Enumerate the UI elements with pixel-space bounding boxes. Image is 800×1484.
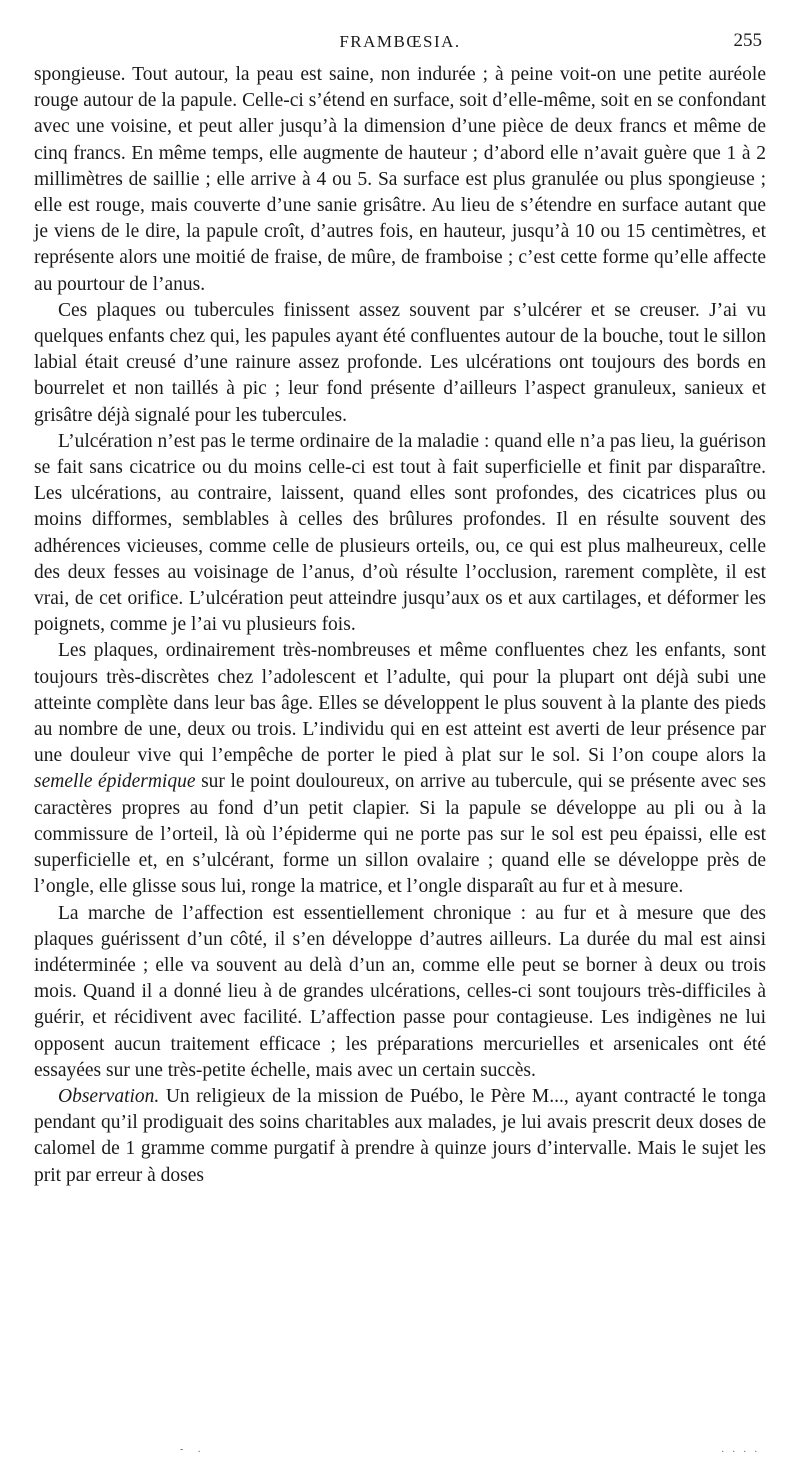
footer-marks — [0, 1444, 800, 1454]
paragraph-3: L’ulcération n’est pas le terme ordinaire de la maladie : quand elle n’a pas lieu, la guérison se fait sans cicatrice ou du moins celle-ci est tout à fait superficielle et finit par disparaître. Les ulcérations, au contraire, laissent, quand elles sont profondes, des cicatrices plus ou moins difformes, semblables à celles des brûlures profondes. Il en résulte souvent des adhérences vicieuses, comme celle de plusieurs orteils, ou, ce qui est plus malheureux, celle des deux fesses au voisinage de l’anus, d’où résulte l’occlusion, rarement complète, il est vrai, de cet orifice. L’ulcération peut atteindre jusqu’aux os et aux cartilages, et déformer les poignets, comme je l’ai vu plusieurs fois. — [34, 430, 766, 636]
page-header — [34, 26, 766, 56]
running-title: FRAMBŒSIA. — [339, 32, 461, 51]
paragraph-4-after: sur le point douloureux, on arrive au tubercule, qui se présente avec ses caractères propres au fond d’un petit clapier. Si la papule se développe au pli ou à la commissure de l’orteil, là où l’épiderme qui ne porte pas sur le sol est peu épaissi, elle est superficielle et, en s’ulcérant, forme un sillon ovalaire ; quand elle se développe près de l’ongle, elle glisse sous lui, ronge la matrice, et l’ongle disparaît au fur et à mesure. — [34, 771, 766, 898]
printer-mark-left: - . — [180, 1444, 207, 1455]
paragraph-4-italic: semelle épidermique — [34, 771, 196, 793]
paragraph-1: spongieuse. Tout autour, la peau est saine, non indurée ; à peine voit-on une petite auréole rouge autour de la papule. Celle-ci s’étend en surface, soit d’elle-même, soit en se confondant avec une voisine, et peut aller jusqu’à la dimension d’une pièce de deux francs et même de cinq francs. En même temps, elle augmente de hauteur ; d’abord elle n’avait guère que 1 à 2 millimètres de saillie ; elle arrive à 4 ou 5. Sa surface est plus granulée ou plus spongieuse ; elle est rouge, mais couverte d’une sanie grisâtre. Au lieu de s’étendre en surface autant que je viens de le dire, la papule croît, d’autres fois, en hauteur, jusqu’à 10 ou 15 centimètres, et représente alors une moitié de fraise, de mûre, de framboise ; c’est cette forme qu’elle affecte au pourtour de l’anus. — [34, 64, 766, 295]
body-text — [34, 62, 766, 1189]
paragraph-4 — [34, 638, 766, 900]
paragraph-5: La marche de l’affection est essentiellement chronique : au fur et à mesure que des plaques guérissent d’un côté, il s’en développe d’autres ailleurs. La durée du mal est ainsi indéterminée ; elle va souvent au delà d’un an, comme elle peut se borner à deux ou trois mois. Quand il a donné lieu à de grandes ulcérations, celles-ci sont toujours très-difficiles à guérir, et récidivent avec facilité. L’affection passe pour contagieuse. Les indigènes ne lui opposent aucun traitement efficace ; les préparations mercurielles et arsenicales ont été essayées sur une très-petite échelle, mais avec un certain succès. — [34, 902, 766, 1081]
observation-heading: Observation. — [58, 1085, 160, 1107]
printer-mark-right: . . . . — [721, 1444, 760, 1455]
paragraph-4-before: Les plaques, ordinairement très-nombreuses et même confluentes chez les enfants, sont toujours très-discrètes chez l’adolescent et l’adulte, qui pour la plupart ont déjà subi une atteinte complète dans leur bas âge. Elles se développent le plus souvent à la plante des pieds au nombre de une, deux ou trois. L’individu qui en est atteint est averti de leur présence par une douleur vive qui l’empêche de porter le pied à plat sur le sol. Si l’on coupe alors la — [34, 640, 766, 767]
paragraph-6 — [34, 1084, 766, 1189]
page-number: 255 — [733, 30, 762, 51]
paragraph-6-after: Un religieux de la mission de Puébo, le Père M..., ayant contracté le tonga pendant qu’il prodiguait des soins charitables aux malades, je lui avais prescrit deux doses de calomel de 1 gramme comme purgatif à prendre à quinze jours d’intervalle. Mais le sujet les prit par erreur à doses — [34, 1085, 766, 1186]
paragraph-2: Ces plaques ou tubercules finissent assez souvent par s’ulcérer et se creuser. J’ai vu quelques enfants chez qui, les papules ayant été confluentes autour de la bouche, tout le sillon labial était creusé d’une rainure assez profonde. Les ulcérations ont toujours des bords en bourrelet et non taillés à pic ; leur fond présente d’ailleurs l’aspect granuleux, sanieux et grisâtre déjà signalé pour les tubercules. — [34, 299, 766, 426]
